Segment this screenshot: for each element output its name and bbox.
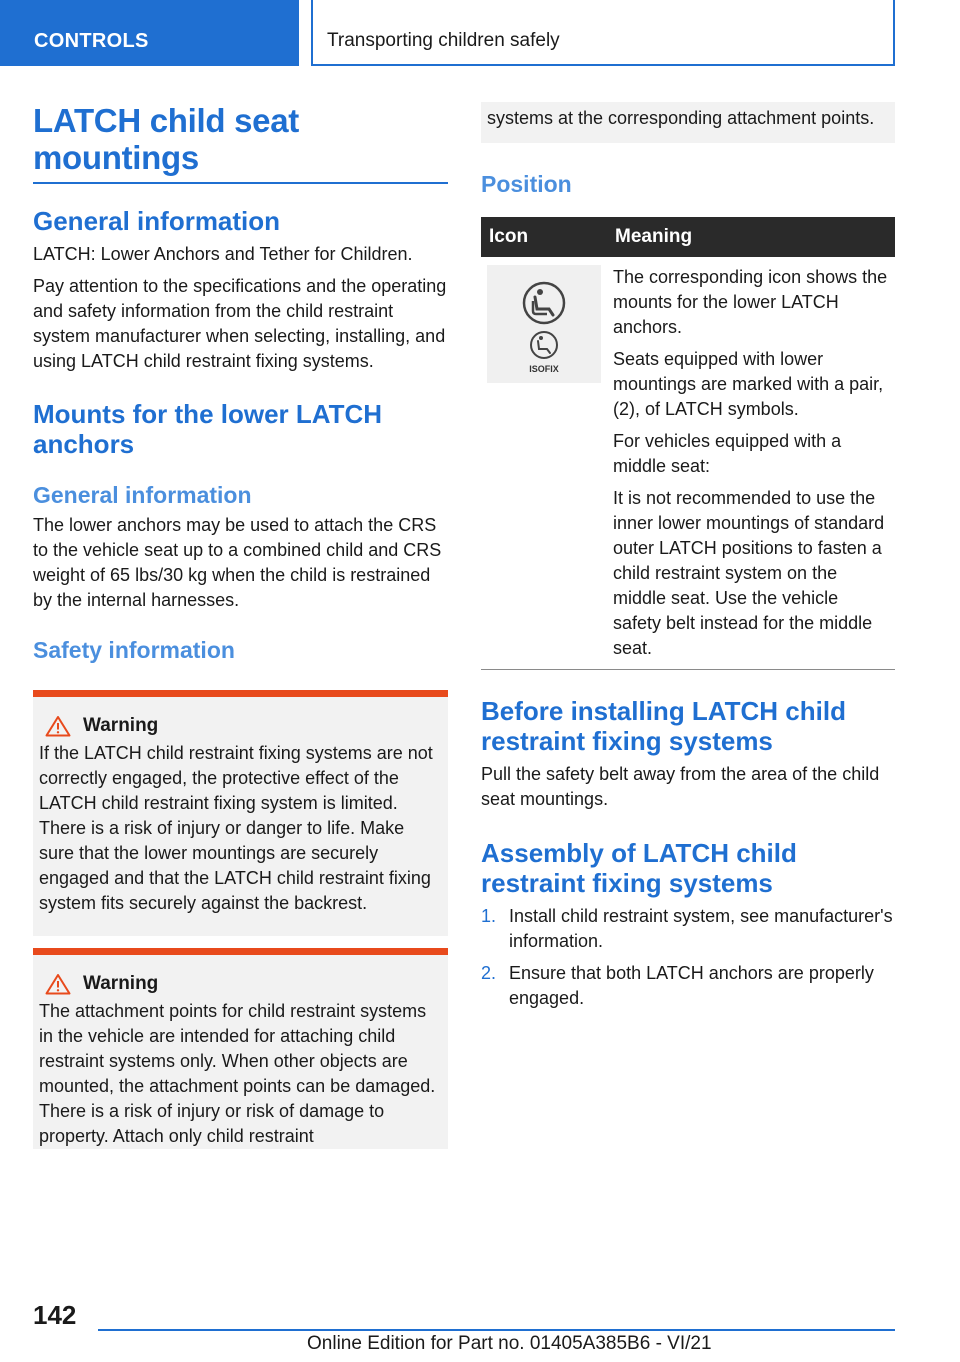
assembly-heading: Assembly of LATCH child restraint fixing systems — [481, 838, 797, 898]
meaning-text: It is not recommended to use the inner lower mountings of standard outer LATCH positions to fasten a child restraint system on the middle seat. Use the vehicle safety belt instead for the middle seat. — [613, 488, 885, 658]
step-text: Ensure that both LATCH anchors are properly engaged. — [509, 963, 874, 1008]
meaning-cell — [607, 257, 895, 670]
table-row — [481, 257, 895, 670]
left-column — [33, 102, 448, 1149]
latch-isofix-icon — [487, 265, 601, 383]
meaning-column-header: Meaning — [607, 217, 895, 257]
table-header-row — [481, 217, 895, 257]
position-table — [481, 217, 895, 670]
step-number: 2. — [481, 963, 497, 983]
warning-title: Warning — [83, 715, 159, 736]
chapter-tab — [311, 0, 895, 66]
position-heading: Position — [481, 171, 572, 197]
mounts-text: The lower anchors may be used to attach the CRS to the vehicle seat up to a combined child and CRS weight of 65 lbs/30 kg when the child is restrained by the internal harnesses. — [33, 515, 442, 610]
footer-divider — [98, 1329, 895, 1331]
list-item — [481, 904, 895, 954]
mounts-general-heading: General information — [33, 482, 252, 508]
mounts-heading: Mounts for the lower LATCH anchors — [33, 399, 383, 459]
page-number: 142 — [33, 1300, 77, 1330]
assembly-steps — [481, 904, 895, 1011]
meaning-text: For vehicles equipped with a middle seat: — [613, 431, 842, 476]
list-item — [481, 961, 895, 1011]
step-text: Install child restraint system, see manufacturer's information. — [509, 906, 893, 951]
meaning-text: The corresponding icon shows the mounts for the lower LATCH anchors. — [613, 267, 888, 337]
warning-text: The attachment points for child restraint systems in the vehicle are intended for attaching child restraint systems only. When other objects are mounted, the attachment points can be damaged. There is a risk of injury or risk of damage to property. Attach only child restraint — [39, 1001, 436, 1146]
safety-heading: Safety information — [33, 637, 235, 663]
warning-continuation — [481, 102, 895, 143]
warning-continuation-text: systems at the corresponding attachment points. — [487, 108, 875, 128]
before-installing-text: Pull the safety belt away from the area of the child seat mountings. — [481, 764, 880, 809]
warning-triangle-icon — [45, 715, 71, 737]
page-title: LATCH child seat mountings — [33, 102, 448, 184]
warning-header — [45, 973, 442, 995]
warning-box — [33, 948, 448, 1149]
general-info-heading: General information — [33, 206, 281, 236]
latch-definition: LATCH: Lower Anchors and Tether for Children. — [33, 244, 413, 264]
warning-box — [33, 690, 448, 936]
section-label: CONTROLS — [34, 30, 149, 52]
warning-text: If the LATCH child restraint fixing systems are not correctly engaged, the protective effect of the LATCH child restraint fixing system is limited. There is a risk of injury or danger to life. Make sure that the lower mountings are securely engaged and that the LATCH child restraint fixing system fits securely against the backrest. — [39, 743, 433, 913]
edition-text: Online Edition for Part no. 01405A385B6 - VI/21 — [307, 1333, 712, 1354]
icon-cell — [481, 257, 607, 670]
chapter-title: Transporting children safely — [327, 30, 560, 51]
section-tab — [0, 0, 299, 66]
icon-column-header: Icon — [481, 217, 607, 257]
isofix-label: ISOFIX — [529, 364, 559, 374]
warning-title: Warning — [83, 973, 159, 994]
warning-triangle-icon — [45, 973, 71, 995]
step-number: 1. — [481, 906, 497, 926]
before-installing-heading: Before installing LATCH child restraint fixing systems — [481, 696, 846, 756]
right-column — [481, 102, 895, 1018]
warning-header — [45, 715, 442, 737]
meaning-text: Seats equipped with lower mountings are marked with a pair, (2), of LATCH symbols. — [613, 349, 884, 419]
pay-attention-text: Pay attention to the specifications and the operating and safety information from the child restraint system manufacturer when selecting, installing, and using LATCH child restraint fixing systems. — [33, 276, 447, 371]
page-header — [0, 0, 960, 66]
